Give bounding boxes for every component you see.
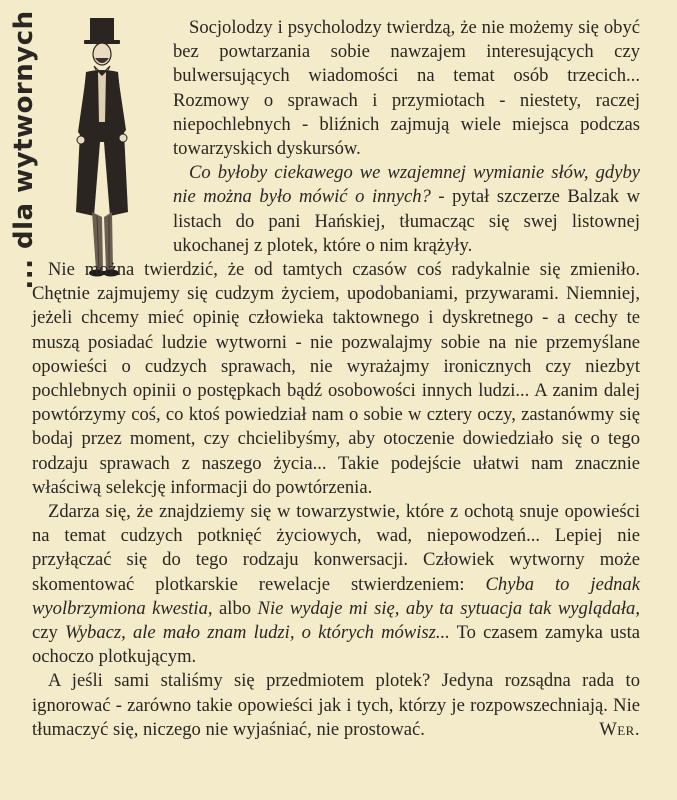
paragraph-4 [32,500,640,669]
balzac-quote: Co byłoby ciekawego we wzajemnej wymianie słów, gdyby nie można było mówić o innych? [173,162,640,208]
paragraph-4-part-a: Zdarza się, że znajdziemy się w towarzystwie, które z ochotą snuje opowieści na temat cudzych potknięć życiowych, wad, niepowodzeń... Lepiej nie przyłączać się do tego rodzaju konwersacji. Człowiek wytworny może skomentować plotkarskie rewelacje stwierdzeniem: [32,501,640,595]
paragraph-3: Nie można twierdzić, że od tamtych czasów coś radykalnie się zmieniło. Chętnie zajmujemy się cudzym życiem, upodobaniami, przywarami. Niemniej, jeżeli chcemy mieć opinię człowieka taktownego i dyskretnego - a cechy te muszą posiadać ludzie wytworni - nie pozwalajmy sobie na nie przemyślane opowieści o cudzych sprawach, nie wyrażajmy ironicznych czy niezbyt pochlebnych opinii o postępkach bądź osobowości innych ludzi... A zanim dalej powtórzymy coś, co ktoś powiedział nam o sobie w cztery oczy, zastanówmy się bodaj przez moment, czy chcielibyśmy, aby otoczenie dowiedziało się o tego rodzaju sprawach z naszego życia... Takie podejście ułatwi nam znacznie właściwą selekcję informacji do powtórzenia. [32,259,640,498]
paragraph-4-part-c: , czy [32,597,640,644]
section-title-text: ... dla wytwornych [9,10,39,290]
paragraph-1: Socjolodzy i psycholodzy twierdzą, że nie możemy się obyć bez powtarzania sobie nawzajem interesujących czy bulwersujących wiadomości na temat osób trzecich... Rozmowy o sprawach i przymiotach - niestety, raczej niepochlebnych - bliźnich zajmują wiele miejsca podczas towarzyskich dyskursów. [173,17,640,160]
author-signature: Wer. [599,718,640,740]
paragraph-2-rest: - pytał szczerze Balzak w listach do pani Hańskiej, tłumacząc się swej listownej ukochanej z plotek, które o nim krążyły. [173,186,640,256]
article-body [32,16,640,742]
paragraph-4-part-d: To czasem zamyka usta ochoczo plotkującym. [32,622,641,668]
paragraph-4-part-b: , albo [207,597,258,619]
figure-spacer [32,16,173,256]
comment-example-1: Chyba to jednak wyolbrzymiona kwestia [32,573,640,619]
paragraph-5 [32,669,640,742]
paragraph-5-text: A jeśli sami staliśmy się przedmiotem plotek? Jedyna rozsądna rada to ignorować - zarówno takie opowieści jak i tych, którzy je rozpowszechniają. Nie tłumaczyć się, niczego nie wyjaśniać, nie prostować. [32,670,640,740]
comment-example-2: Nie wydaje mi się, aby ta sytuacja tak wyglądała [257,597,636,619]
comment-example-3: Wybacz, ale mało znam ludzi, o których mówisz... [65,622,450,644]
